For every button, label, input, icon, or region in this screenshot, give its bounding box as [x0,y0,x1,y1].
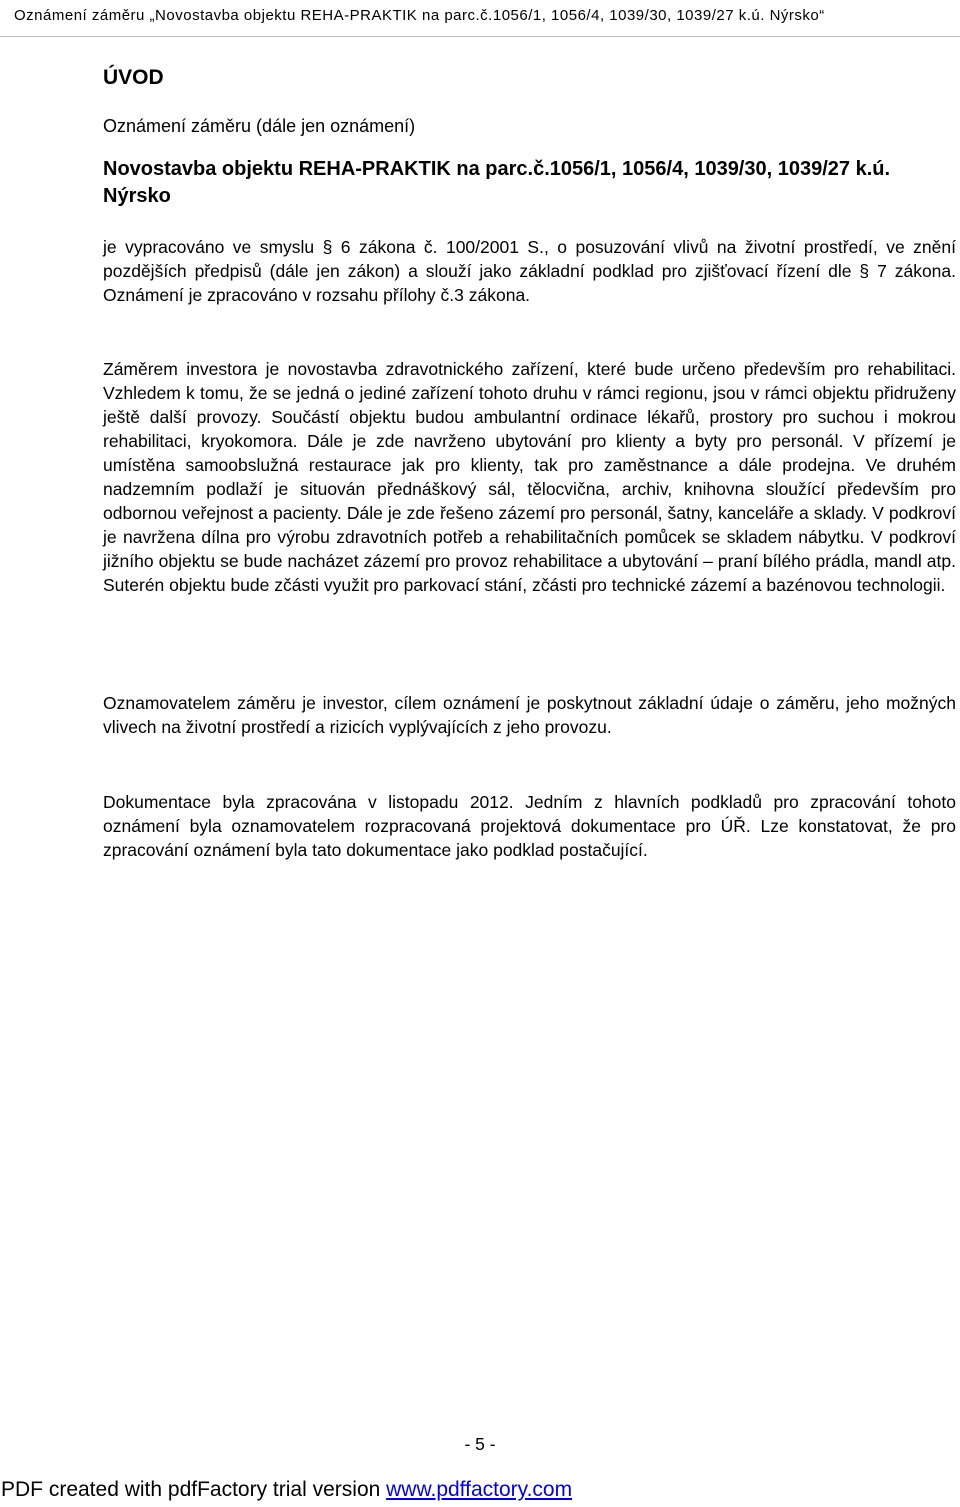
footer-link[interactable]: www.pdffactory.com [386,1478,573,1501]
paragraph-notifier-purpose: Oznamovatelem záměru je investor, cílem oznámení je poskytnout základní údaje o záměru, jeho možných vlivech na životní prostředí a rizicích vyplývajících z jeho provozu. [103,693,956,737]
section-subtitle: Oznámení záměru (dále jen oznámení) [103,116,416,136]
page-number: - 5 - [464,1434,496,1454]
footer-text: PDF created with pdfFactory trial version [1,1478,387,1501]
project-title: Novostavba objektu REHA-PRAKTIK na parc.č.1056/1, 1056/4, 1039/30, 1039/27 k.ú. Nýrsko [103,158,891,207]
pdf-footer [1,1476,572,1504]
running-header: Oznámení záměru „Novostavba objektu REHA-PRAKTIK na parc.č.1056/1, 1056/4, 1039/30, 1039/27 k.ú. Nýrsko“ [14,7,825,24]
section-heading: ÚVOD [103,66,164,89]
paragraph-legal-basis: je vypracováno ve smyslu § 6 zákona č. 100/2001 S., o posuzování vlivů na životní prostředí, ve znění pozdějších předpisů (dále jen zákon) a slouží jako základní podklad pro zjišťovací řízení dle § 7 zákona. Oznámení je zpracováno v rozsahu přílohy č.3 zákona. [103,237,956,305]
paragraph-project-description: Záměrem investora je novostavba zdravotnického zařízení, které bude určeno především pro rehabilitaci. Vzhledem k tomu, že se jedná o jediné zařízení tohoto druhu v rámci regionu, jsou v rámci objektu přidruženy ještě další provozy. Součástí objektu budou ambulantní ordinace lékařů, prostory pro suchou i mokrou rehabilitaci, kryokomora. Dále je zde navrženo ubytování pro klienty a byty pro personál. V přízemí je umístěna samoobslužná restaurace jak pro klienty, tak pro zaměstnance a dále prodejna. Ve druhém nadzemním podlaží je situován přednáškový sál, tělocvična, archiv, knihovna sloužící především pro odbornou veřejnost a pacienty. Dále je zde řešeno zázemí pro personál, šatny, kanceláře a sklady. V podkroví je navržena dílna pro výrobu zdravotních potřeb a rehabilitačních pomůcek se skladem nábytku. V podkroví jižního objektu se bude nacházet zázemí pro provoz rehabilitace a ubytování – praní bílého prádla, mandl atp. Suterén objektu bude zčásti využit pro parkovací stání, zčásti pro technické zázemí a bazénovou technologii. [103,359,956,595]
header-divider [0,36,960,37]
paragraph-documentation: Dokumentace byla zpracována v listopadu 2012. Jedním z hlavních podkladů pro zpracování tohoto oznámení byla oznamovatelem rozpracovaná projektová dokumentace pro ÚŘ. Lze konstatovat, že pro zpracování oznámení byla tato dokumentace jako podklad postačující. [103,792,956,860]
